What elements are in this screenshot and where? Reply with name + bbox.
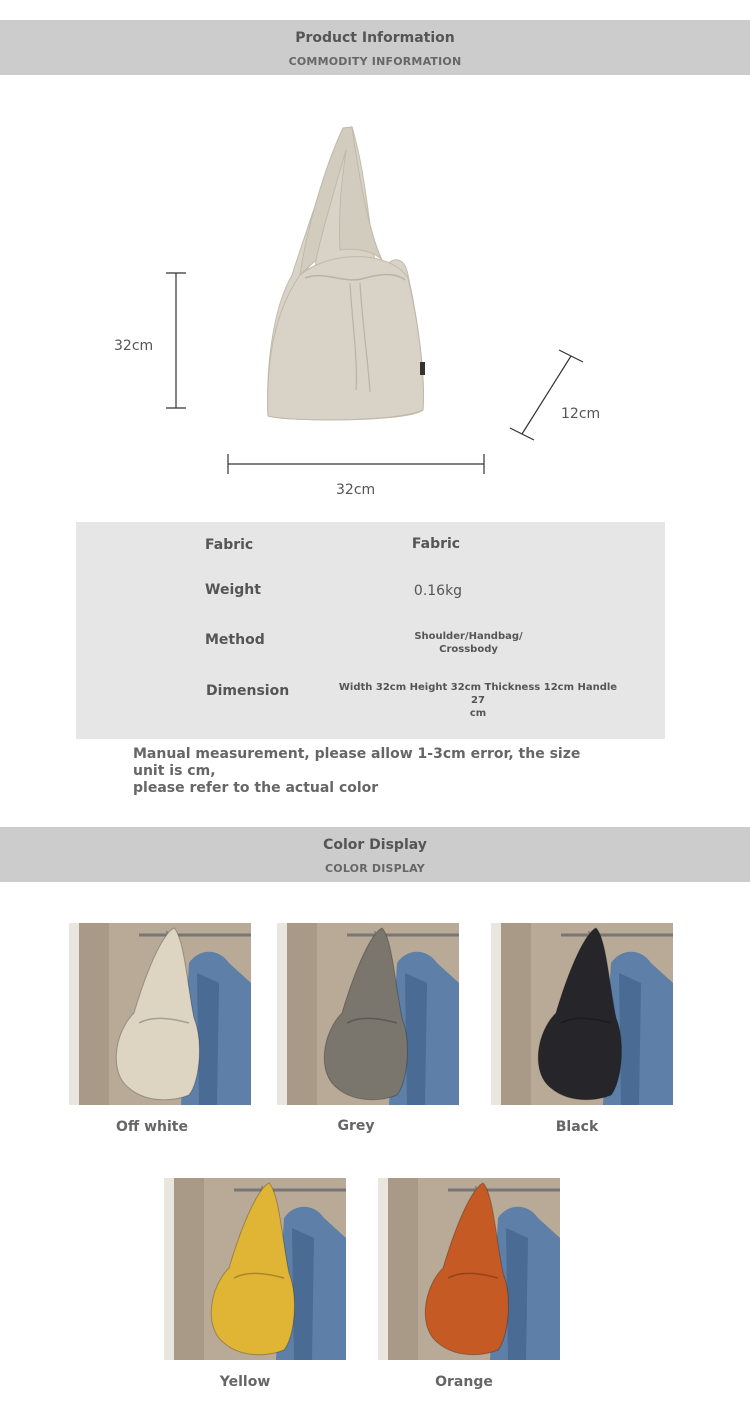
dimension-value-line2: cm bbox=[469, 708, 487, 719]
color-label-grey: Grey bbox=[337, 1118, 375, 1134]
color-label-black: Black bbox=[555, 1119, 599, 1135]
color-photo-orange bbox=[378, 1178, 560, 1360]
color-display-title: Color Display bbox=[323, 837, 427, 853]
note-line1: Manual measurement, please allow 1-3cm error, the size unit is cm, bbox=[133, 746, 581, 779]
color-display-subtitle: COLOR DISPLAY bbox=[325, 862, 425, 875]
method-key: Method bbox=[205, 632, 265, 648]
color-photo-off-white bbox=[69, 923, 251, 1105]
dimension-key: Dimension bbox=[206, 683, 290, 699]
method-value-line2: Crossbody bbox=[439, 644, 498, 655]
width-label: 32cm bbox=[336, 482, 376, 498]
color-label-off-white: Off white bbox=[115, 1119, 188, 1135]
width-dimension-line bbox=[228, 454, 484, 474]
weight-key: Weight bbox=[205, 582, 261, 598]
method-value-line1: Shoulder/Handbag/ bbox=[414, 631, 523, 642]
color-label-yellow: Yellow bbox=[219, 1374, 271, 1390]
fabric-key: Fabric bbox=[205, 537, 254, 553]
measurement-note bbox=[133, 746, 613, 797]
height-label: 32cm bbox=[114, 338, 154, 354]
color-photo-grey bbox=[277, 923, 459, 1105]
bag-dimension-illustration bbox=[0, 100, 750, 510]
note-line2: please refer to the actual color bbox=[133, 780, 379, 796]
weight-value: 0.16kg bbox=[413, 583, 463, 599]
bag-image bbox=[268, 127, 425, 420]
product-info-banner bbox=[0, 20, 750, 75]
color-display-banner bbox=[0, 827, 750, 882]
color-photo-black bbox=[491, 923, 673, 1105]
specs-table bbox=[76, 522, 665, 739]
depth-label: 12cm bbox=[561, 406, 601, 422]
color-photo-yellow bbox=[164, 1178, 346, 1360]
fabric-value: Fabric bbox=[411, 536, 461, 552]
depth-dimension-line bbox=[510, 350, 583, 440]
product-info-title: Product Information bbox=[295, 30, 455, 46]
method-value bbox=[376, 630, 561, 656]
color-label-orange: Orange bbox=[435, 1374, 493, 1390]
dimension-value bbox=[338, 681, 618, 720]
height-dimension-line bbox=[166, 273, 186, 408]
dimension-value-line1: Width 32cm Height 32cm Thickness 12cm Handle 27 bbox=[338, 682, 618, 706]
product-info-subtitle: COMMODITY INFORMATION bbox=[288, 55, 462, 68]
